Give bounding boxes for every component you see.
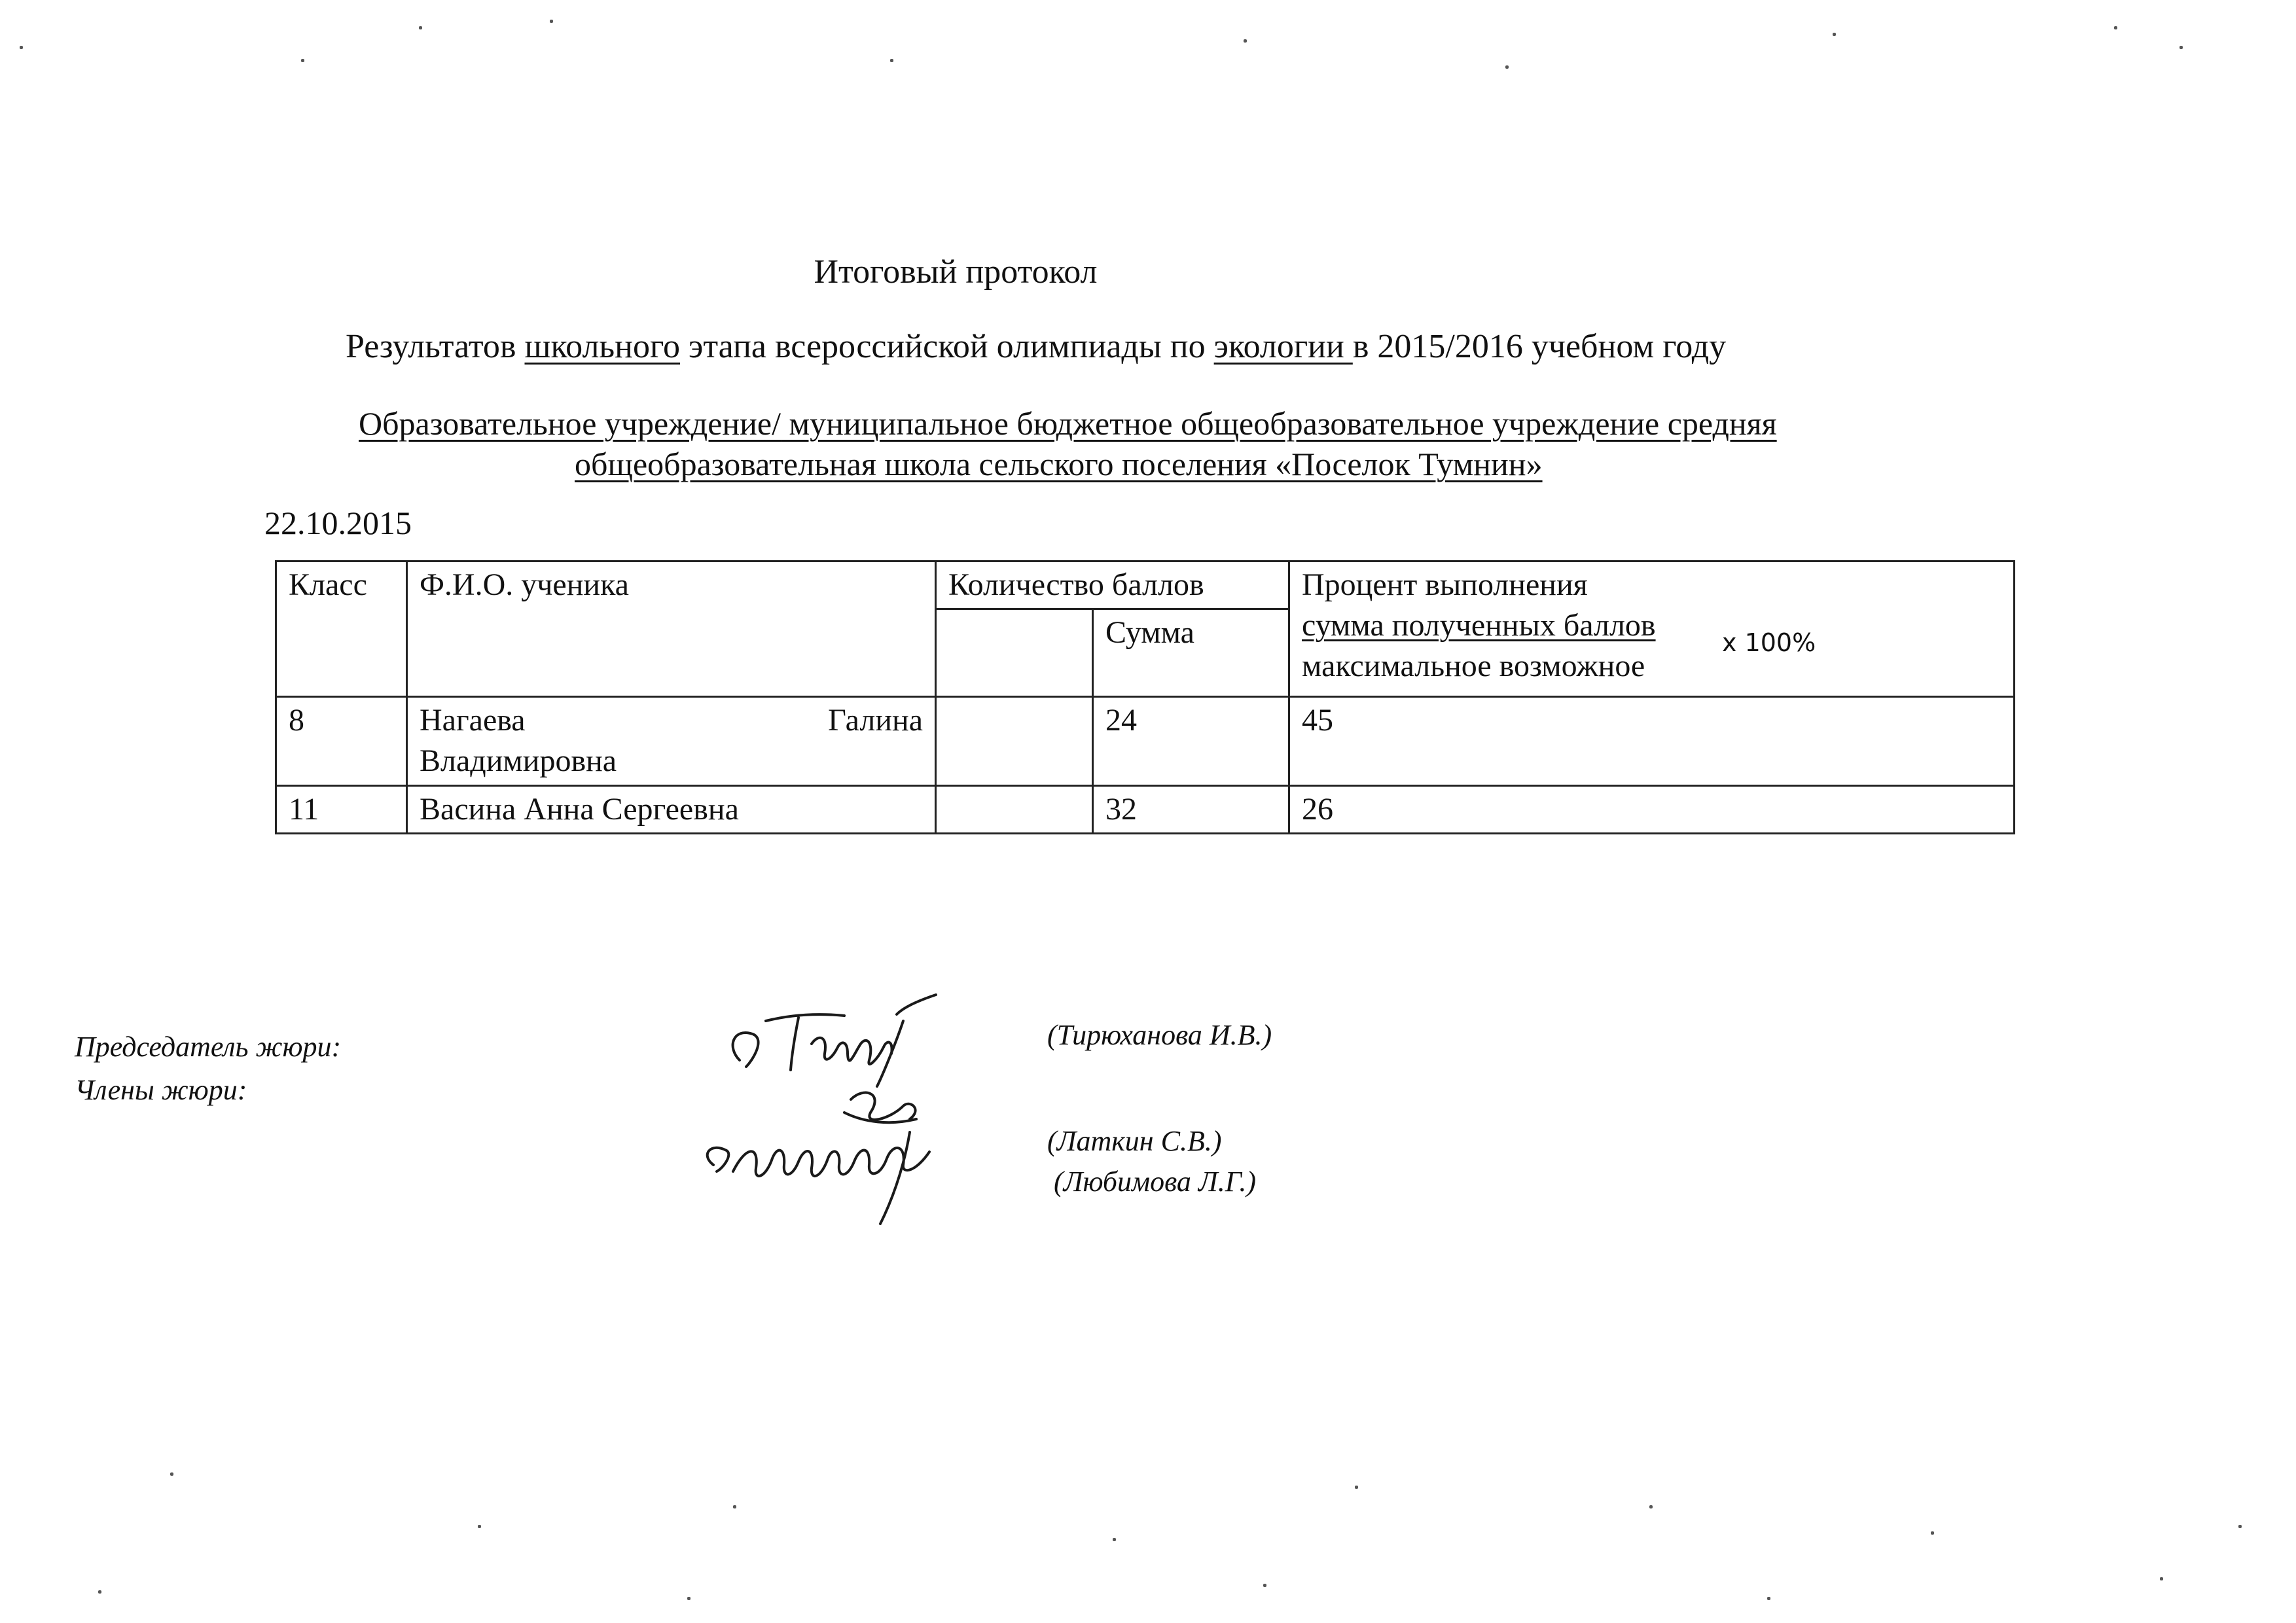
members-signature (694, 1073, 969, 1230)
institution-line2: общеобразовательная школа сельского поселения «Поселок Тумнин» (575, 446, 1543, 482)
scan-speck (2238, 1525, 2242, 1528)
subtitle-subject: экологии (1213, 328, 1353, 365)
scan-speck (1263, 1584, 1266, 1587)
scan-speck (733, 1505, 736, 1508)
institution-name-part1: муниципальное бюджетное общеобразовательное учреждение средняя (781, 405, 1777, 442)
scan-speck (1113, 1538, 1116, 1541)
member2-name: (Любимова Л.Г.) (1054, 1166, 1257, 1198)
scan-speck (20, 46, 23, 49)
header-percent (1289, 562, 2015, 697)
chair-name: (Тирюханова И.В.) (1047, 1019, 1272, 1051)
cell-class: 8 (276, 697, 407, 786)
institution-label: Образовательное учреждение/ (359, 405, 781, 442)
document-subtitle (346, 327, 1726, 366)
scan-speck (419, 26, 422, 29)
header-percent-denominator: максимальное возможное (1302, 649, 1645, 683)
scan-speck (1833, 33, 1836, 36)
name-part-2: Галина (828, 703, 923, 738)
cell-sum: 24 (1093, 697, 1289, 786)
header-points-blank (936, 609, 1093, 697)
cell-sum: 32 (1093, 786, 1289, 834)
scan-speck (687, 1597, 691, 1600)
scan-speck (1931, 1531, 1934, 1535)
header-points: Количество баллов (936, 562, 1289, 609)
subtitle-stage: школьного (524, 328, 680, 365)
scan-speck (1355, 1486, 1358, 1489)
table-row (276, 786, 2015, 834)
header-percent-multiplier: x 100% (1722, 628, 1816, 657)
scan-speck (890, 59, 893, 62)
scan-speck (2179, 46, 2183, 49)
cell-percent: 45 (1289, 697, 2015, 786)
scan-speck (1505, 65, 1509, 69)
scan-speck (2114, 26, 2117, 29)
scan-speck (170, 1472, 173, 1476)
scan-speck (550, 20, 553, 23)
header-percent-title: Процент выполнения (1302, 567, 1588, 602)
scan-speck (1767, 1597, 1770, 1600)
cell-points (936, 697, 1093, 786)
subtitle-middle: этапа всероссийской олимпиады по (680, 328, 1214, 365)
member1-name: (Латкин С.В.) (1047, 1125, 1222, 1157)
scan-speck (2160, 1577, 2163, 1580)
cell-student-name: Васина Анна Сергеевна (407, 786, 936, 834)
header-percent-numerator: сумма полученных баллов (1302, 608, 1656, 643)
scan-speck (478, 1525, 481, 1528)
results-table (275, 560, 2015, 834)
institution-line1 (359, 404, 1777, 442)
scan-speck (301, 59, 304, 62)
name-part-3: Владимировна (420, 743, 617, 778)
cell-student-name (407, 697, 936, 786)
cell-class: 11 (276, 786, 407, 834)
scan-speck (1244, 39, 1247, 43)
cell-points (936, 786, 1093, 834)
subtitle-prefix: Результатов (346, 328, 525, 365)
cell-percent: 26 (1289, 786, 2015, 834)
header-class: Класс (276, 562, 407, 697)
scan-speck (98, 1590, 101, 1594)
protocol-date: 22.10.2015 (264, 505, 412, 541)
table-header-row (276, 562, 2015, 609)
subtitle-suffix: в 2015/2016 учебном году (1352, 328, 1727, 365)
table-row (276, 697, 2015, 786)
members-label: Члены жюри: (75, 1074, 247, 1106)
chair-label: Председатель жюри: (75, 1031, 342, 1063)
name-part-1: Нагаева (420, 703, 526, 738)
header-student: Ф.И.О. ученика (407, 562, 936, 697)
header-sum: Сумма (1093, 609, 1289, 697)
document-title: Итоговый протокол (814, 253, 1098, 291)
scan-speck (1649, 1505, 1653, 1508)
